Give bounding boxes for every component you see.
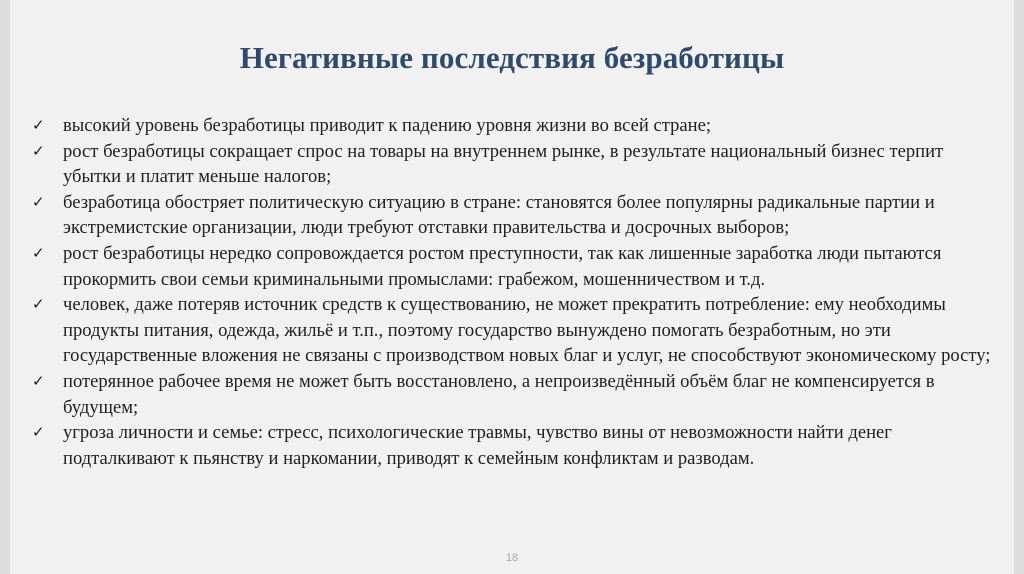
bullet-item [32,139,1002,190]
bullet-item [32,420,1002,471]
bullet-item [32,113,1002,139]
slide [10,0,1014,574]
page-number: 18 [505,552,519,564]
check-mark-icon: ✓ [32,295,45,314]
bullet-item [32,292,1002,369]
bullet-list [32,113,1002,471]
bullet-text: рост безработицы нередко сопровождается ростом преступности, так как лишенные заработка люди пытаются прокормить свои семьи криминальными промыслами: грабежом, мошенничеством и т.д. [63,242,942,290]
check-mark-icon: ✓ [32,423,45,442]
bullet-text: высокий уровень безработицы приводит к падению уровня жизни во всей стране; [63,115,712,136]
check-mark-icon: ✓ [32,141,45,160]
bullet-text: потерянное рабочее время не может быть восстановлено, а непроизведённый объём благ не компенсируется в будущем; [63,370,935,418]
bullet-text: безработица обостряет политическую ситуацию в стране: становятся более популярны радикальные партии и экстремистские организации, люди требуют отставки правительства и досрочных выборов; [63,191,935,239]
bullet-item [32,369,1002,420]
bullet-item [32,241,1002,292]
check-mark-icon: ✓ [32,192,45,211]
bullet-text: человек, даже потеряв источник средств к существованию, не может прекратить потребление: ему необходимы продукты питания, одежда, жильё и т.п., поэтому государство вынуждено помогать безработным, но эти государственные вложения не связаны с производством новых благ и услуг, не способствуют экономическому росту; [63,294,991,367]
check-mark-icon: ✓ [32,243,45,262]
check-mark-icon: ✓ [32,116,45,134]
bullet-text: рост безработицы сокращает спрос на товары на внутреннем рынке, в результате национальный бизнес терпит убытки и платит меньше налогов; [63,140,944,188]
slide-title: Негативные последствия безработицы [239,40,785,75]
bullet-item [32,190,1002,241]
bullet-text: угроза личности и семье: стресс, психологические травмы, чувство вины от невозможности найти денег подталкивают к пьянству и наркомании, приводят к семейным конфликтам и разводам. [63,422,892,469]
check-mark-icon: ✓ [32,371,45,390]
